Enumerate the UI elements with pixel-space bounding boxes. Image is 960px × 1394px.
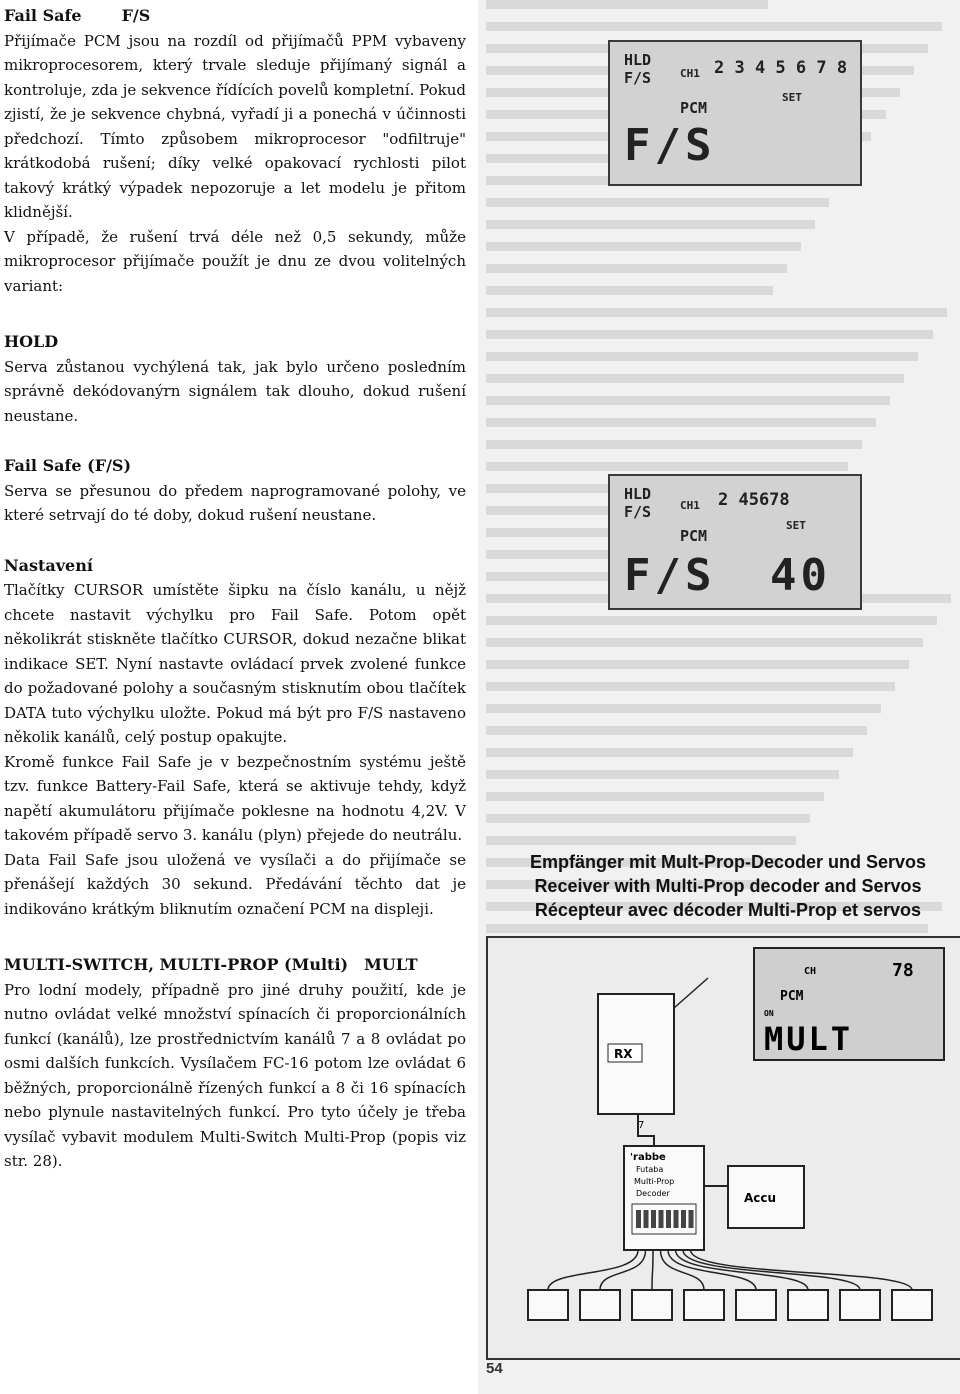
- servo: [840, 1290, 880, 1320]
- faded-text-line: [486, 814, 810, 823]
- accu-label: Accu: [744, 1191, 777, 1205]
- faded-text-line: [486, 638, 923, 647]
- decoder-pin: [659, 1210, 664, 1228]
- heading-text: Fail Safe: [4, 6, 82, 25]
- receiver-channel-label: 7: [638, 1120, 645, 1131]
- servo: [736, 1290, 776, 1320]
- lcd-channel-numbers: 2 45678: [718, 490, 790, 510]
- servo: [684, 1290, 724, 1320]
- servo-wires: [548, 1250, 912, 1290]
- decoder-brand: 'rabbe: [630, 1152, 666, 1163]
- faded-text-line: [486, 440, 862, 449]
- decoder-pin: [674, 1210, 679, 1228]
- faded-text-line: [486, 836, 796, 845]
- diagram-title-de: Empfänger mit Mult-Prop-Decoder und Servos: [529, 852, 927, 872]
- faded-text-line: [486, 924, 928, 933]
- paragraph: Serva se přesunou do předem naprogramované polohy, ve které setrvají do té doby, dokud rušení neustane.: [4, 481, 466, 524]
- diagram-lcd-mult-readout: MULT: [764, 1020, 854, 1058]
- lcd-fs-label: F/S: [624, 69, 652, 87]
- diagram-lcd-on-label: ON: [764, 1009, 774, 1018]
- servo-wire: [548, 1250, 638, 1290]
- decoder-pin: [644, 1210, 649, 1228]
- lcd-fs-label: F/S: [624, 503, 652, 521]
- lcd-hld-label: HLD: [624, 485, 652, 503]
- faded-text-line: [486, 198, 829, 207]
- czech-text-column: [4, 4, 466, 1174]
- section-heading-multi: [4, 953, 466, 978]
- scanned-manual-column: [478, 0, 960, 1394]
- lcd-display-fail-safe: [608, 40, 862, 186]
- decoder-pin: [689, 1210, 694, 1228]
- servo: [788, 1290, 828, 1320]
- faded-text-line: [486, 22, 942, 31]
- faded-text-line: [486, 462, 848, 471]
- diagram-title-en: Receiver with Multi-Prop decoder and Servos: [534, 876, 922, 896]
- heading-abbrev: F/S: [121, 6, 151, 25]
- diagram-lcd-ch-label: CH: [804, 966, 817, 977]
- faded-text-line: [486, 220, 815, 229]
- paragraph: Přijímače PCM jsou na rozdíl od přijímačů PPM vybaveny mikroprocesorem, který trvale sleduje přijímaný signál a kontroluje, zda je sekvence řídících povelů kompletní. Pokud zjistí, že je sekvence chybná, vyřadí ji a ponechá v účinnosti předchozí. Tímto způsobem mikroprocesor "odfiltruje" krátkodobá rušení; díky velké opakovací rychlosti pilot takový krátký výpadek nepozoruje a let modelu je přitom klidnější.: [4, 31, 466, 221]
- faded-text-line: [486, 770, 839, 779]
- faded-text-line: [486, 330, 933, 339]
- lcd-value-readout: 40: [770, 550, 831, 601]
- lcd-ch-label: CH1: [680, 67, 700, 80]
- lcd-channel-numbers: 2 3 4 5 6 7 8: [714, 58, 848, 78]
- servo-wire: [652, 1250, 653, 1290]
- paragraph: Serva zůstanou vychýlená tak, jak bylo určeno posledním správně dekódovanýrn signálem tak dlouho, dokud rušení neustane.: [4, 357, 466, 425]
- paragraph: Data Fail Safe jsou uložená ve vysílači a do přijímače se přenášejí každých 30 sekund. Předávání těchto dat je indikováno krátkým bliknutím označení PCM na displeji.: [4, 850, 466, 918]
- faded-text-line: [486, 396, 890, 405]
- receiver-decoder-diagram: [486, 936, 960, 1360]
- decoder-pin: [681, 1210, 686, 1228]
- lcd-big-readout: F/S: [624, 550, 716, 601]
- decoder-pin: [636, 1210, 641, 1228]
- decoder-pin: [651, 1210, 656, 1228]
- faded-text-line: [486, 242, 801, 251]
- antenna-wire: [674, 978, 708, 1008]
- paragraph: Tlačítky CURSOR umístěte šipku na číslo kanálu, u nějž chcete nastavit výchylku pro Fail Safe. Potom opět několikrát stiskněte tlačítko CURSOR, dokud nezačne blikat indikace SET. Nyní nastavte ovládací prvek zvolené funkce do požadované polohy a současným stisknutím obou tlačítek DATA tuto výchylku uložte. Pokud má být pro F/S nastaveno několik kanálů, celý postup opakujte.: [4, 581, 466, 746]
- servo: [632, 1290, 672, 1320]
- servo: [528, 1290, 568, 1320]
- lcd-set-label: SET: [782, 91, 802, 104]
- decoder-pin: [666, 1210, 671, 1228]
- servo: [892, 1290, 932, 1320]
- paragraph: V případě, že rušení trvá déle než 0,5 sekundy, může mikroprocesor přijímače použít je dnu ze dvou volitelných variant:: [4, 227, 466, 295]
- faded-text-line: [486, 374, 904, 383]
- servo-row: [528, 1290, 932, 1320]
- faded-text-line: [486, 0, 768, 9]
- faded-text-line: [486, 308, 947, 317]
- decoder-brand-2: Futaba: [636, 1165, 664, 1174]
- paragraph: Pro lodní modely, případně pro jiné druhy použití, kde je nutno ovládat velké množství spínacích či proporcionálních funkcí (kanálů), lze prostřednictvím kanálů 7 a 8 ovládat po osmi dalších funkcích. Vysílačem FC-16 potom lze ovládat 6 běžných, proporcionálně řízených funkcí a 8 či 16 spínacích nebo plynule nastavitelných funkcí. Pro tyto účely je třeba vysílač vybavit modulem Multi-Switch Multi-Prop (popis viz str. 28).: [4, 980, 466, 1170]
- paragraph: Kromě funkce Fail Safe je v bezpečnostním systému ještě tzv. funkce Battery-Fail Safe, která se aktivuje tehdy, když napětí akumulátoru přijímače poklesne na hodnotu 4,2V. V takovém případě servo 3. kanálu (plyn) přejede do neutrálu.: [4, 752, 466, 844]
- faded-text-line: [486, 616, 937, 625]
- section-heading-fail-safe: [4, 4, 466, 29]
- faded-text-line: [486, 682, 895, 691]
- faded-text-line: [486, 264, 787, 273]
- decoder-label: Decoder: [636, 1189, 670, 1198]
- section-heading-fail-safe-fs: Fail Safe (F/S): [4, 456, 132, 475]
- section-heading-hold: HOLD: [4, 332, 59, 351]
- diagram-lcd-pcm-label: PCM: [780, 989, 804, 1004]
- section-heading-nastaveni: Nastavení: [4, 555, 93, 575]
- lcd-pcm-label: PCM: [680, 99, 708, 117]
- lcd-set-label: SET: [786, 519, 806, 532]
- faded-text-line: [486, 726, 867, 735]
- lcd-big-readout: F/S: [624, 120, 716, 171]
- lcd-display-fail-safe-value: [608, 474, 862, 610]
- faded-text-line: [486, 286, 773, 295]
- lcd-hld-label: HLD: [624, 51, 652, 69]
- faded-text-line: [486, 418, 876, 427]
- lcd-pcm-label: PCM: [680, 527, 708, 545]
- receiver-label: RX: [614, 1047, 633, 1061]
- heading-abbrev: MULT: [364, 955, 418, 974]
- diagram-title-fr: Récepteur avec décoder Multi-Prop et servos: [534, 900, 922, 920]
- faded-text-line: [486, 748, 853, 757]
- decoder-model: Multi-Prop: [634, 1177, 675, 1186]
- diagram-illustration: [488, 938, 960, 1358]
- lcd-ch-label: CH1: [680, 499, 700, 512]
- faded-text-line: [486, 660, 909, 669]
- faded-text-line: [486, 792, 824, 801]
- heading-text: MULTI-SWITCH, MULTI-PROP (Multi): [4, 955, 349, 974]
- servo: [580, 1290, 620, 1320]
- faded-text-line: [486, 704, 881, 713]
- page-number: 54: [486, 1360, 503, 1377]
- diagram-lcd-channel-number: 78: [892, 960, 914, 981]
- faded-text-line: [486, 352, 918, 361]
